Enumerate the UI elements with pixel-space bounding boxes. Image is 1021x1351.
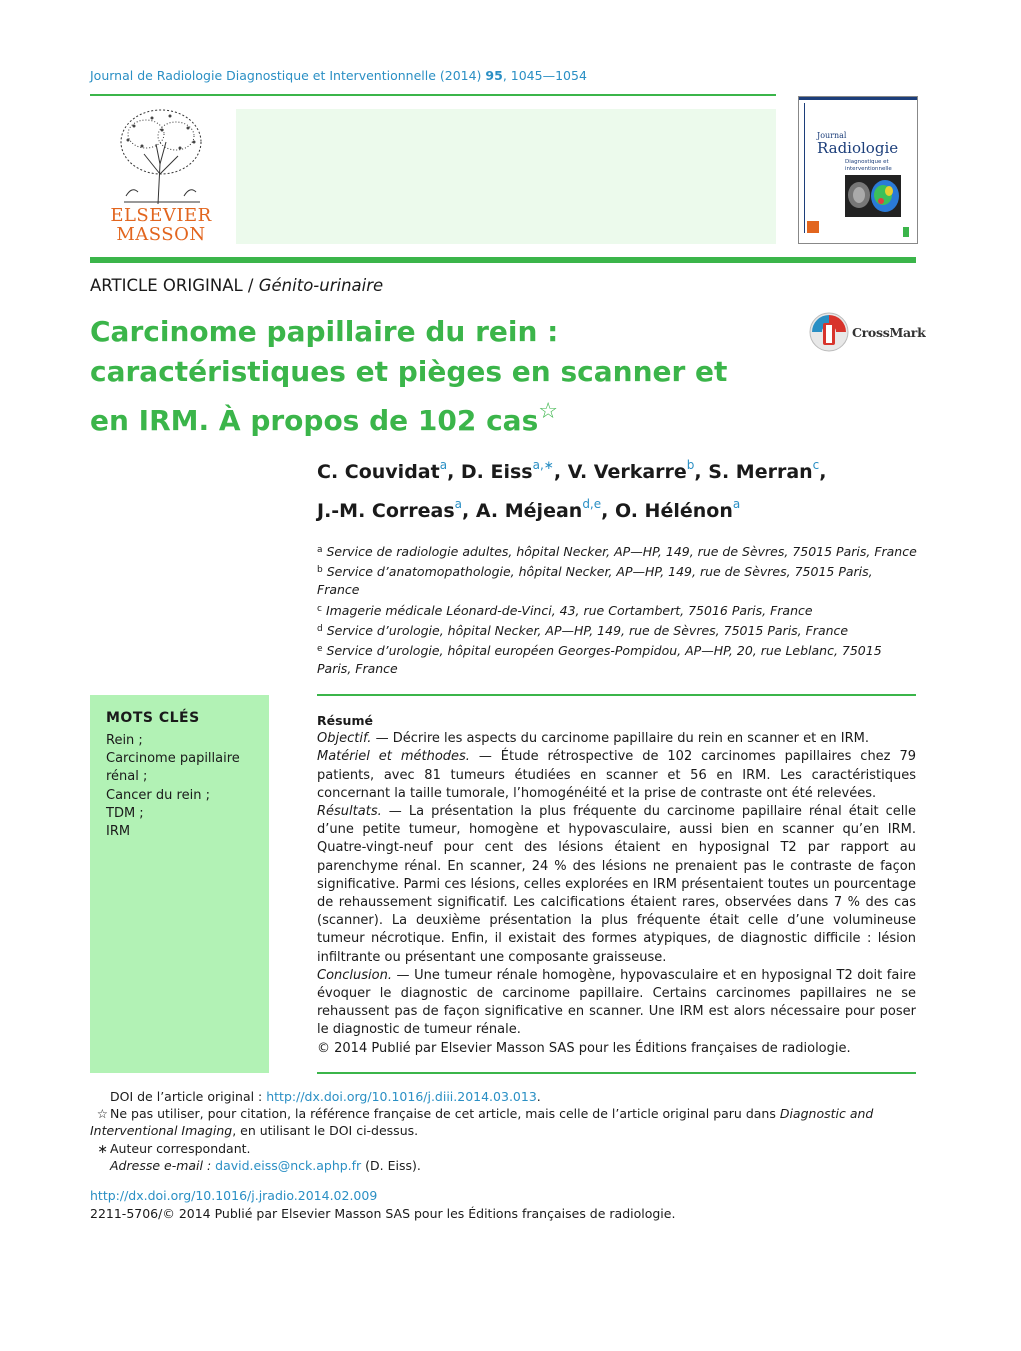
author-affiliation-mark[interactable]: a,∗ [532, 458, 554, 472]
cover-mri-image-icon [845, 175, 901, 217]
conclusion-text: — Une tumeur rénale homogène, hypovasculaire et en hyposignal T2 doit faire évoquer le diagnostic de carcinome papillaire. Certains carcinomes papillaires ne se rehaussent pas de façon significative en scanner. Une IRM est alors nécessaire pour poser le diagnostic de tumeur rénale. [317, 967, 916, 1038]
author-affiliation-mark[interactable]: a [439, 458, 448, 472]
author-name: C. Couvidat [317, 461, 440, 483]
footnote-email [90, 1157, 918, 1174]
article-category: ARTICLE ORIGINAL / Génito-urinaire [90, 276, 384, 295]
header-band [236, 109, 776, 244]
category-label: ARTICLE ORIGINAL [90, 276, 243, 295]
author-list [317, 449, 917, 527]
star-text-journal: Diagnostic and Interventional Imaging [90, 1106, 874, 1139]
journal-volume: 95 [485, 68, 503, 83]
resultats-text: — La présentation la plus fréquente du carcinome papillaire rénal était celle d’une petite tumeur, homogène et hypovasculaire, aussi bien en scanner qu’en IRM. Quatre-vingt-neuf pour cent des lésions étaient en hyposignal T2 par rapport au parenchyme rénal. En scanner, 24 % des lésions ne prenaient pas le contraste de façon significative. Parmi ces lésions, celles explorées en IRM présentaient toutes un pourcentage de rehaussement significatif. Les calcifications étaient rares, observées dans 7 % des cas (scanner). La deuxième présentation la plus fréquente était celle d’une volumineuse tumeur nécrotique. Enfin, il existait des formes atypiques, de diagnostic difficile : lésion infiltrante ou présentant une composante graisseuse. [317, 804, 916, 965]
email-link[interactable]: david.eiss@nck.aphp.fr [215, 1157, 362, 1173]
publisher-name-masson: MASSON [116, 224, 206, 245]
footnotes [90, 1088, 918, 1174]
author-affiliation-mark[interactable]: a [732, 497, 741, 511]
author-name: V. Verkarre [567, 461, 687, 483]
author-affiliation-mark[interactable]: a [454, 497, 463, 511]
affiliation-text: Imagerie médicale Léonard-de-Vinci, 43, rue Cortambert, 75016 Paris, France [325, 602, 813, 618]
subcategory-label: Génito-urinaire [258, 276, 384, 295]
crossmark-label: CrossMark [852, 325, 926, 340]
author-separator: , [462, 500, 476, 522]
keyword-item: Cancer du rein ; [106, 787, 210, 803]
cover-subtitle: Diagnostique et interventionnelle [845, 159, 892, 172]
affiliation-item [317, 600, 917, 620]
conclusion-label: Conclusion. [317, 967, 392, 983]
journal-pages: , 1045—1054 [502, 68, 587, 83]
author-name: J.-M. Correas [317, 500, 455, 522]
author-separator: , [553, 461, 568, 483]
keyword-item: TDM ; [106, 805, 144, 821]
affiliation-list [317, 541, 917, 678]
author-line-2 [317, 488, 917, 527]
affiliation-text: Service de radiologie adultes, hôpital Necker, AP—HP, 149, rue de Sèvres, 75015 Paris, France [326, 544, 917, 559]
issn-line: 2211-5706/© 2014 Publié par Elsevier Masson SAS pour les Éditions françaises de radiologie. [90, 1205, 676, 1221]
abstract-objectif [317, 730, 916, 748]
affiliation-item [317, 620, 917, 640]
publisher-name-elsevier: ELSEVIER [110, 205, 212, 226]
abstract-copyright: © 2014 Publié par Elsevier Masson SAS pour les Éditions françaises de radiologie. [317, 1040, 851, 1056]
article-title [90, 312, 730, 441]
author-name: S. Merran [708, 461, 813, 483]
author-affiliation-mark[interactable]: d,e [582, 497, 602, 511]
footnote-star [90, 1105, 918, 1139]
methodes-text: — Étude rétrospective de 102 carcinomes papillaires chez 79 patients, avec 81 tumeurs étudiées en scanner et 56 en IRM. Les caractéristiques concernant la taille tumorale, l’homogénéité et la prise de contraste ont été relevées. [317, 749, 916, 801]
objectif-text: — Décrire les aspects du carcinome papillaire du rein en scanner et en IRM. [371, 731, 869, 747]
keywords-panel [90, 695, 269, 1073]
affiliation-item [317, 640, 917, 678]
keyword-item: IRM [106, 824, 131, 840]
cover-corner-mark [903, 227, 909, 237]
journal-reference [90, 68, 587, 83]
keywords-title: MOTS CLÉS [106, 710, 200, 726]
affiliation-mark: e [317, 644, 323, 655]
doi-footer [90, 1187, 675, 1222]
abstract-top-rule [317, 694, 916, 696]
affiliation-text: Service d’anatomopathologie, hôpital Necker, AP—HP, 149, rue de Sèvres, 75015 Paris, France [317, 564, 873, 598]
author-affiliation-mark[interactable]: c [812, 458, 820, 472]
affiliation-mark: a [317, 545, 323, 555]
author-separator: , [819, 461, 827, 483]
keywords-list [106, 732, 261, 841]
doi-original-label: DOI de l’article original : [110, 1089, 267, 1104]
author-note: Auteur correspondant. [110, 1140, 251, 1156]
keyword-item: Rein ; [106, 733, 143, 748]
abstract-resultats [317, 803, 916, 967]
title-rule [90, 257, 916, 263]
footnote-author-mark: ∗ [97, 1140, 108, 1156]
author-name: O. Hélénon [614, 500, 733, 522]
star-text-a: Ne pas utiliser, pour citation, la référence française de cet article, mais celle de l’article original paru dans [110, 1106, 780, 1122]
crossmark-badge[interactable] [808, 311, 926, 355]
footnote-star-mark: ☆ [96, 1106, 108, 1122]
objectif-label: Objectif. [317, 731, 372, 747]
title-star-mark[interactable]: ☆ [538, 399, 558, 424]
author-affiliation-mark[interactable]: b [686, 458, 695, 472]
affiliation-item [317, 561, 917, 599]
cover-title-small: Journal [817, 131, 847, 140]
author-separator: , [447, 461, 461, 483]
abstract-methodes [317, 748, 916, 803]
abstract-conclusion [317, 967, 916, 1040]
journal-cover[interactable] [798, 96, 918, 244]
affiliation-mark: b [317, 565, 323, 576]
email-label: Adresse e-mail : [110, 1157, 216, 1173]
author-separator: , [694, 461, 709, 483]
abstract-heading: Résumé [317, 713, 373, 728]
author-name: A. Méjean [475, 500, 583, 522]
keyword-item: Carcinome papillaire rénal ; [106, 751, 240, 785]
doi-original-end: . [536, 1089, 541, 1104]
abstract [317, 712, 916, 1058]
cover-publisher-mark [807, 221, 819, 233]
cover-title-large: Radiologie [817, 139, 899, 157]
affiliation-item [317, 541, 917, 561]
elsevier-logo [104, 104, 218, 246]
title-text: Carcinome papillaire du rein : caractéristiques et pièges en scanner et en IRM. À propos de 102 cas [90, 315, 728, 437]
star-text-b: , en utilisant le DOI ci-dessus. [232, 1123, 419, 1139]
footnote-author [90, 1140, 918, 1157]
affiliation-text: Service d’urologie, hôpital Necker, AP—HP, 149, rue de Sèvres, 75015 Paris, France [326, 622, 849, 638]
author-name: D. Eiss [460, 461, 533, 483]
article-doi-link[interactable]: http://dx.doi.org/10.1016/j.jradio.2014.02.009 [90, 1188, 378, 1203]
journal-name[interactable]: Journal de Radiologie Diagnostique et Interventionnelle (2014) [90, 68, 482, 83]
affiliation-text: Service d’urologie, hôpital européen Georges-Pompidou, AP—HP, 20, rue Leblanc, 75015 Paris, France [317, 643, 882, 677]
methodes-label: Matériel et méthodes. [317, 749, 470, 765]
affiliation-mark: d [317, 623, 323, 634]
cover-side-line [804, 103, 805, 233]
abstract-bottom-rule [317, 1072, 916, 1074]
cover-top-strip [799, 97, 917, 100]
author-line-1 [317, 449, 917, 488]
author-separator: , [601, 500, 615, 522]
affiliation-mark: c [317, 603, 322, 614]
crossmark-icon [808, 311, 850, 353]
email-suffix: (D. Eiss). [361, 1157, 421, 1173]
header-rule [90, 94, 776, 96]
doi-original-link[interactable]: http://dx.doi.org/10.1016/j.diii.2014.03.013 [266, 1089, 537, 1104]
elsevier-tree-icon [104, 104, 218, 206]
resultats-label: Résultats. [317, 804, 382, 820]
footnote-doi-original [90, 1088, 918, 1105]
